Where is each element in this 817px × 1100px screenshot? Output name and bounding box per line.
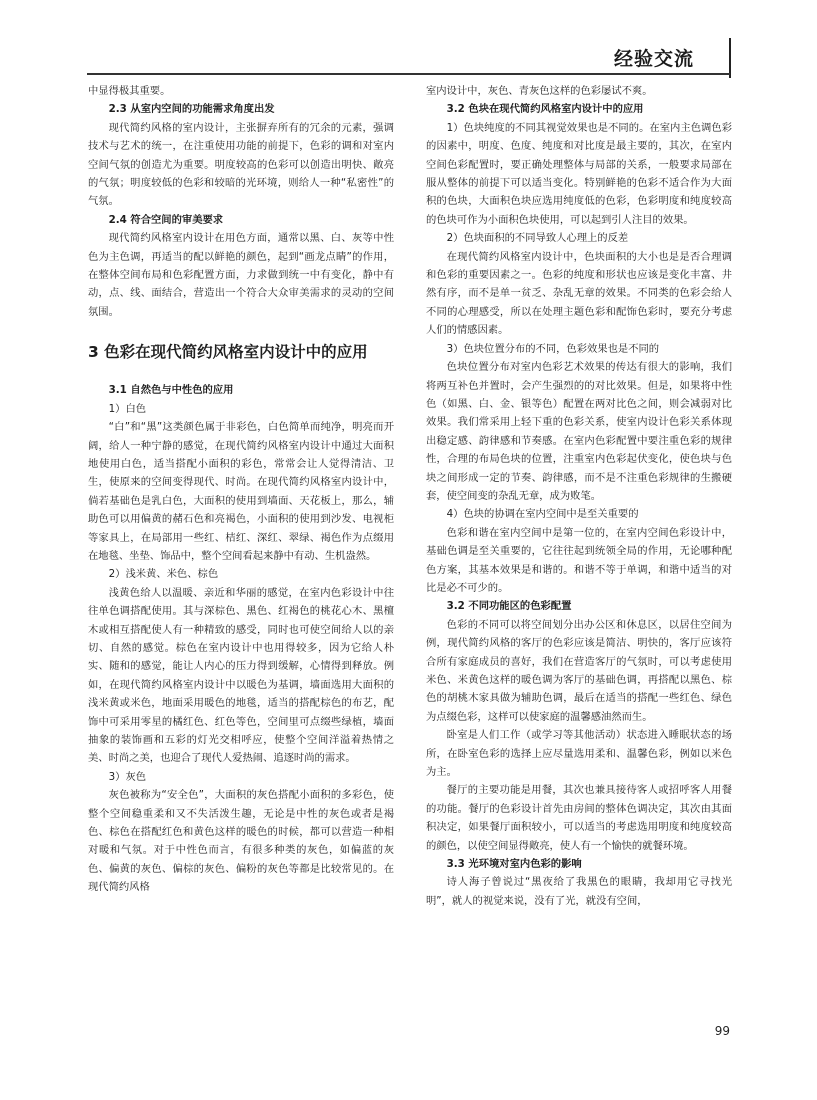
section-heading: 2.4 符合空间的审美要求 (108, 213, 224, 226)
page-number: 99 (714, 1024, 730, 1038)
paragraph: 色彩和谐在室内空间中是第一位的，在室内空间色彩设计中，基础色调是至关重要的，它往往起到统领全局的作用，无论哪种配色方案，其基本效果是和谐的。和谐不等于单调，和谐中适当的对比是必不可少的。 (426, 526, 732, 594)
paragraph: 4）色块的协调在室内空间中是至关重要的 (446, 508, 639, 521)
paragraph: 色块位置分布对室内色彩艺术效果的传达有很大的影响，我们将两互补色并置时，会产生强烈的的对比效果。但是，如果将中性色（如黑、白、金、银等色）配置在两对比色之间，则会减弱对比效果。我们常采用上轻下重的色彩关系，使室内设计色彩关系体现出稳定感、韵律感和节奏感。在室内色彩配置中要注重色彩的规律性，合理的布局色块的位置，注重室内色彩起伏变化，使色块与色块之间形成一定的节奏、韵律感，而不是不注重色彩规律的生搬硬套，使空间变的杂乱无章，成为败笔。 (426, 361, 732, 502)
paragraph: 中显得极其重要。 (88, 85, 171, 97)
paragraph: 1）色块纯度的不同其视觉效果也是不同的。在室内主色调色彩的因素中，明度、色度、纯度和对比度是最主要的，其次，在室内空间色彩配置时，要正确处理整体与局部的关系，一般要求局部在服从整体的前提下可以适当变化。特别鲜艳的色彩不适合作为大面积的色块，大面积色块应选用纯度低的色彩，色彩明度和纯度较高的色块可作为小面积色块使用，可以起到引人注目的效果。 (426, 121, 732, 226)
paragraph: 1）白色 (108, 402, 147, 415)
section-heading: 3.2 色块在现代简约风格室内设计中的应用 (446, 103, 644, 116)
section-heading: 3.1 自然色与中性色的应用 (108, 384, 234, 397)
paragraph: 现代简约风格的室内设计，主张摒弃所有的冗余的元素，强调技术与艺术的统一，在注重使用功能的前提下，色彩的调和对室内空间气氛的创造尤为重要。明度较高的色彩可以创造出明快、敞亮的气氛；明度较低的色彩和较暗的光环境，则给人一种“私密性”的气氛。 (88, 121, 394, 208)
paragraph: 诗人海子曾说过“黑夜给了我黑色的眼睛，我却用它寻找光明”，就人的视觉来说，没有了光，就没有空间， (426, 876, 732, 907)
paragraph: 在现代简约风格室内设计中，色块面积的大小也是是否合理调和色彩的重要因素之一。色彩的纯度和形状也应该是变化丰富、井然有序，而不是单一贫乏、杂乱无章的效果。不同类的色彩会给人不同的心理感受，所以在处理主题色彩和配饰色彩时，要充分考虑人们的情感因素。 (426, 250, 732, 337)
section-heading: 3.3 光环境对室内色彩的影响 (446, 858, 582, 871)
paragraph: 2）浅米黄、米色、棕色 (108, 568, 219, 581)
header-vertical-rule (729, 38, 731, 78)
paragraph: 餐厅的主要功能是用餐，其次也兼具接待客人或招呼客人用餐的功能。餐厅的色彩设计首先由房间的整体色调决定，其次由其面积决定，如果餐厅面积较小，可以适当的考虑选用明度和纯度较高的颜色，以使空间显得敞亮，使人有一个愉快的就餐环境。 (426, 784, 732, 852)
section-heading: 3.2 不同功能区的色彩配置 (446, 600, 572, 613)
section-tag: 经验交流 (614, 48, 695, 70)
paragraph: 卧室是人们工作（或学习等其他活动）状态进入睡眠状态的场所，在卧室色彩的选择上应尽量选用柔和、温馨色彩，例如以米色为主。 (426, 729, 732, 779)
paragraph: 现代简约风格室内设计在用色方面，通常以黑、白、灰等中性色为主色调，再适当的配以鲜艳的颜色，起到“画龙点睛”的作用，在整体空间布局和色彩配置方面，力求做到统一中有变化，静中有动，点、线、面结合，营造出一个符合大众审美需求的灵动的空间氛围。 (88, 232, 394, 318)
paragraph: 色彩的不同可以将空间划分出办公区和休息区，以居住空间为例，现代简约风格的客厅的色彩应该是简洁、明快的，客厅应该符合所有家庭成员的喜好，我们在营造客厅的气氛时，可以考虑使用米色、米黄色这样的暖色调为客厅的基础色调，再搭配以黑色、棕色的胡桃木家具做为辅助色调，最后在适当的搭配一些红色、绿色为点缀色彩，这样可以使家庭的温馨感油然而生。 (426, 618, 732, 723)
paragraph: 浅黄色给人以温暖、亲近和华丽的感觉，在室内色彩设计中往往单色调搭配使用。其与深棕色、黑色、红褐色的桃花心木、黑檀木或相互搭配使人有一种精致的感受，同时也可使空间给人以的亲切、自然的感觉。棕色在室内设计中也用得较多，因为它给人朴实、随和的感觉，能让人内心的压力得到缓解，心情得到释放。例如，在现代简约风格室内设计中以暖色为基调，墙面选用大面积的浅米黄或米色，地面采用暖色的地毯，适当的搭配棕色的布艺，配饰中可采用零星的橘红色、红色等色，空间里可点缀些绿植，墙面抽象的装饰画和五彩的灯光交相呼应，使整个空间洋溢着热情之美、时尚之美，也迎合了现代人爱热闹、追逐时尚的需求。 (88, 586, 394, 765)
paragraph: 2）色块面积的不同导致人心理上的反差 (446, 232, 629, 245)
right-column (426, 82, 732, 910)
paragraph: 3）色块位置分布的不同，色彩效果也是不同的 (446, 342, 660, 355)
paragraph: “白”和“黑”这类颜色属于非彩色，白色简单而纯净，明亮而开阔，给人一种宁静的感觉，在现代简约风格室内设计中通过大面积地使用白色，适当搭配小面积的彩色，常常会让人觉得清洁、卫生，使原来的空间变得现代、时尚。在现代简约风格室内设计中，倘若基础色是乳白色，大面积的使用到墙面、天花板上，那么，辅助色可以用偏黄的赭石色和亮褐色，小面积的使用到沙发、电视柜等家具上，在局部用一些红、桔红、深红、翠绿、褐色作为点缀用在地毯、坐垫、饰品中，整个空间看起来静中有动、生机盎然。 (88, 421, 394, 562)
section-heading: 2.3 从室内空间的功能需求角度出发 (108, 103, 275, 116)
paragraph: 灰色被称为“安全色”，大面积的灰色搭配小面积的多彩色，使整个空间稳重柔和又不失活泼生趣，无论是中性的灰色或者是褐色、棕色在搭配红色和黄色这样的暖色的时候，都可以营造一种相对暖和气氛。对于中性色而言，有很多种类的灰色，如偏蓝的灰色、偏黄的灰色、偏棕的灰色、偏粉的灰色等都是比较常见的。在现代简约风格 (88, 789, 394, 894)
chapter-heading: 3 色彩在现代简约风格室内设计中的应用 (88, 343, 368, 362)
paragraph: 室内设计中，灰色、青灰色这样的色彩屡试不爽。 (426, 85, 653, 97)
left-column (88, 82, 394, 897)
header-horizontal-rule (87, 73, 730, 75)
paragraph: 3）灰色 (108, 770, 147, 783)
